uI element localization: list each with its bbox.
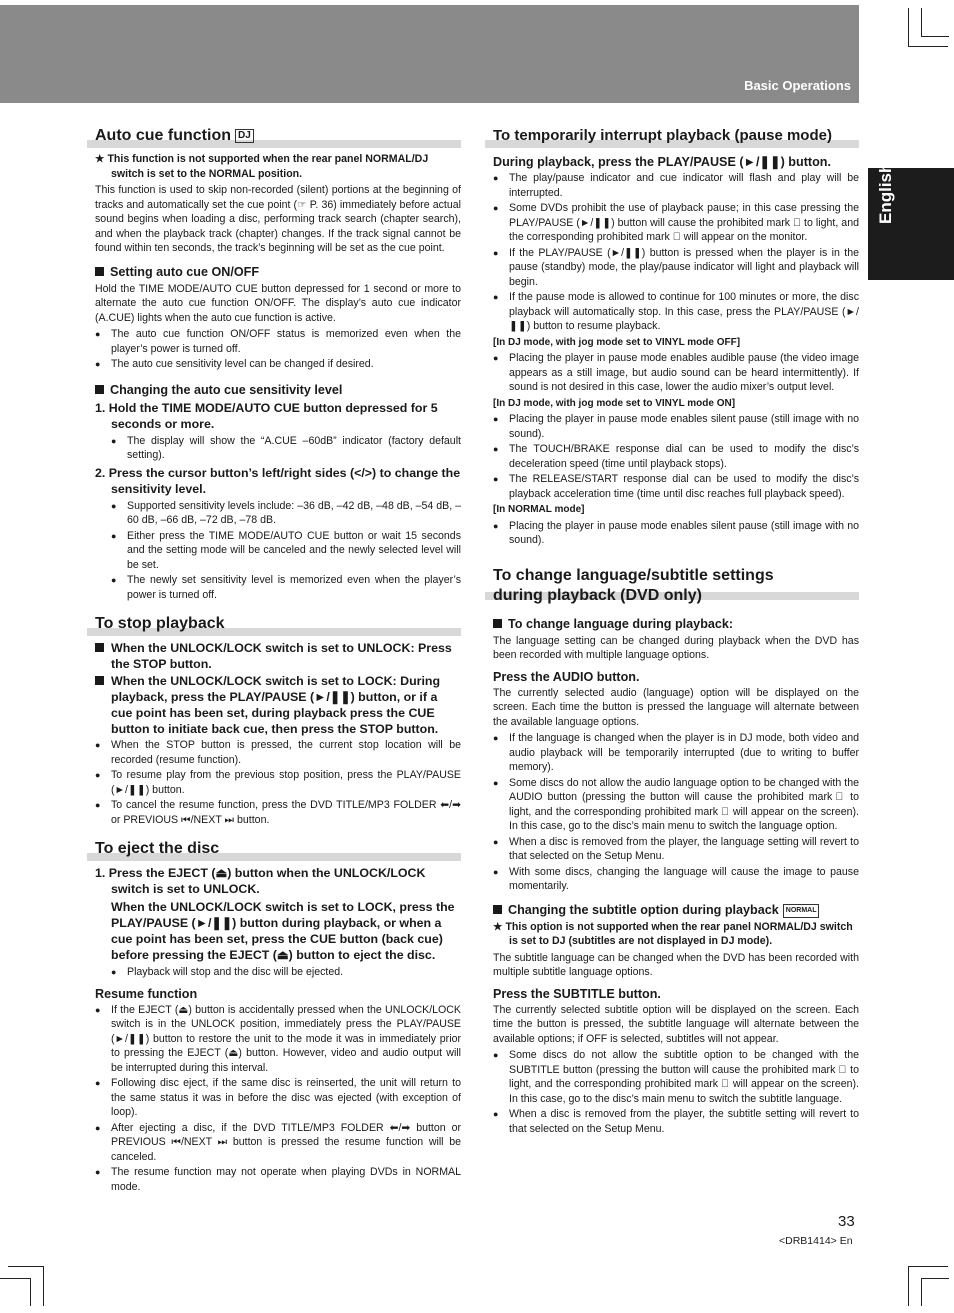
section-title: Basic Operations [744, 78, 851, 93]
normal-mode-badge: NORMAL [783, 904, 820, 918]
stop-unlock-instruction: When the UNLOCK/LOCK switch is set to UNLOCK: Press the STOP button. [95, 640, 461, 672]
change-language-text: The language setting can be changed during playback when the DVD has been recorded with multiple language options. [493, 634, 859, 661]
list-item: ● The auto cue function ON/OFF status is memorized even when the player’s power is turned off. [95, 327, 461, 356]
list-item: ● If the PLAY/PAUSE (►/❚❚) button is pressed when the player is in the pause (standby) mode, the play/pause indicator will light and playback will begin. [493, 246, 859, 290]
left-column [95, 124, 461, 1195]
list-item: ● To cancel the resume function, press the DVD TITLE/MP3 FOLDER ⬅/➡ or PREVIOUS ⏮/NEXT ⏭ button. [95, 798, 461, 827]
pause-mode-heading: To temporarily interrupt playback (pause mode) [485, 124, 859, 148]
list-item: ● The newly set sensitivity level is memorized even when the player’s power is turned off. [111, 573, 461, 602]
crop-mark [921, 36, 949, 37]
dj-mode-badge: DJ [235, 129, 254, 143]
audio-button-heading: Press the AUDIO button. [493, 669, 640, 684]
sensitivity-heading: Changing the auto cue sensitivity level [95, 382, 461, 398]
subtitle-note: ★ This option is not supported when the rear panel NORMAL/DJ switch is set to DJ (subtitles are not displayed in DJ mode). [493, 920, 853, 947]
crop-mark [921, 1278, 949, 1279]
crop-mark [921, 8, 922, 36]
list-item: ● When a disc is removed from the player, the language setting will revert to that selected on the Setup Menu. [493, 835, 859, 864]
sensitivity-step-2: 2. Press the cursor button’s left/right sides (</>) to change the sensitivity level. [95, 465, 461, 496]
list-item: ● Playback will stop and the disc will be ejected. [111, 965, 461, 980]
crop-mark [30, 1278, 31, 1306]
setting-auto-cue-text: Hold the TIME MODE/AUTO CUE button depressed for 1 second or more to alternate the auto cue function ON/OFF. The display’s auto cue indicator (A.CUE) lights when the auto cue function is active. [95, 282, 461, 324]
stop-playback-heading: To stop playback [87, 612, 461, 636]
crop-mark [921, 1278, 922, 1306]
list-item: ● If the EJECT (⏏) button is accidentally pressed when the UNLOCK/LOCK switch is in the UNLOCK position, immediately press the PLAY/PAUSE (►/❚❚) button to restore the unit to the mode it was in immediately prior to pressing the EJECT (⏏) button. However, video and audio output will be interrupted during this interval. [95, 1003, 461, 1076]
normal-mode-heading: [In NORMAL mode] [493, 504, 585, 515]
subtitle-option-heading: Changing the subtitle option during playback NORMAL [493, 902, 859, 918]
auto-cue-intro: This function is used to skip non-recorded (silent) portions at the beginning of tracks and automatically set the cue point (☞ P. 36) immediately before actual sound begins when loading a disc, performing track search (chapter search), and when the playback track (chapter) changes. If the track signal cannot be found within ten seconds, the track’s beginning will be set as the cue point. [95, 184, 461, 254]
language-subtitle-heading: To change language/subtitle settings during playback (DVD only) [485, 564, 859, 608]
crop-mark [908, 8, 909, 46]
eject-disc-heading: To eject the disc [87, 837, 461, 861]
list-item: ● Some DVDs prohibit the use of playback pause; in this case pressing the PLAY/PAUSE (►/❚❚) button will cause the prohibited mark ⃠ to light, and the corresponding prohibited mark ⃠ will appear on the monitor. [493, 201, 859, 245]
list-item: ● Some discs do not allow the audio language option to be changed with the AUDIO button (pressing the button will cause the prohibited mark ⃠ to light, and the corresponding prohibited mark ⃠ will appear on the screen). In this case, go to the disc’s main menu to switch the language option. [493, 776, 859, 834]
list-item: ● The resume function may not operate when playing DVDs in NORMAL mode. [95, 1165, 461, 1194]
list-item: ● Following disc eject, if the same disc is reinserted, the unit will return to the same status it was in before the disc was ejected (with exception of loop). [95, 1076, 461, 1120]
list-item: ● To resume play from the previous stop position, press the PLAY/PAUSE (►/❚❚) button. [95, 768, 461, 797]
list-item: ● If the pause mode is allowed to continue for 100 minutes or more, the disc playback will automatically stop. In this case, press the PLAY/PAUSE (►/❚❚) button to resume playback. [493, 290, 859, 334]
language-tab [868, 162, 954, 280]
crop-mark [8, 1266, 44, 1267]
crop-mark [0, 1278, 30, 1279]
change-language-heading: To change language during playback: [493, 616, 859, 632]
dj-vinyl-on-heading: [In DJ mode, with jog mode set to VINYL mode ON] [493, 397, 736, 409]
eject-step-1-continued: When the UNLOCK/LOCK switch is set to LOCK, press the PLAY/PAUSE (►/❚❚) button during playback, or when a cue point has been set, press the CUE button (back cue) before pressing the EJECT (⏏) button to eject the disc. [111, 900, 455, 962]
subtitle-button-heading: Press the SUBTITLE button. [493, 986, 661, 1001]
language-tab-label: English [876, 162, 895, 224]
crop-mark [43, 1266, 44, 1306]
stop-lock-instruction: When the UNLOCK/LOCK switch is set to LOCK: During playback, press the PLAY/PAUSE (►/❚❚) button, or if a cue point has been set, during playback press the CUE button to initiate back cue, then press the STOP button. [95, 673, 461, 737]
auto-cue-note: ★ This function is not supported when the rear panel NORMAL/DJ switch is set to the NORMAL position. [95, 153, 429, 180]
list-item: ● The RELEASE/START response dial can be used to modify the disc’s playback acceleration time (time until disc reaches full playback speed). [493, 472, 859, 501]
list-item: ● When a disc is removed from the player, the subtitle setting will revert to that selected on the Setup Menu. [493, 1107, 859, 1136]
page-number: 33 [838, 1213, 855, 1230]
list-item: ● Placing the player in pause mode enables silent pause (still image with no sound). [493, 519, 859, 548]
list-item: ● Either press the TIME MODE/AUTO CUE button or wait 15 seconds and the setting mode will be canceled and the newly selected level will be set. [111, 529, 461, 573]
list-item: ● If the language is changed when the player is in DJ mode, both video and audio playback will be temporarily interrupted (due to writing to buffer memory). [493, 731, 859, 775]
sensitivity-step-1: 1. Hold the TIME MODE/AUTO CUE button depressed for 5 seconds or more. [95, 400, 438, 431]
subtitle-text: The subtitle language can be changed when the DVD has been recorded with multiple subtitle language options. [493, 951, 859, 978]
right-column [493, 124, 859, 1137]
list-item: ● The display will show the “A.CUE –60dB” indicator (factory default setting). [111, 434, 461, 463]
subtitle-button-text: The currently selected subtitle option will be displayed on the screen. Each time the button is pressed, the subtitle language will alternate between the available options; if OFF is selected, subtitles will not appear. [493, 1003, 859, 1045]
list-item: ● The play/pause indicator and cue indicator will flash and play will be interrupted. [493, 171, 859, 200]
dj-vinyl-off-heading: [In DJ mode, with jog mode set to VINYL mode OFF] [493, 336, 741, 348]
crop-mark [908, 1266, 909, 1306]
list-item: ● The auto cue sensitivity level can be changed if desired. [95, 357, 461, 372]
list-item: ● Placing the player in pause mode enables audible pause (the video image appears as a still image, but audio sound can be heard intermittently). If sound is not desired in this case, lower the audio mixer’s output level. [493, 351, 859, 395]
audio-button-text: The currently selected audio (language) option will be displayed on the screen. Each time the button is pressed the language will alternate between the available language options. [493, 686, 859, 728]
list-item: ● When the STOP button is pressed, the current stop location will be recorded (resume function). [95, 738, 461, 767]
list-item: ● With some discs, changing the language will cause the image to pause momentarily. [493, 865, 859, 894]
auto-cue-heading: Auto cue function DJ [87, 124, 461, 148]
pause-lead: During playback, press the PLAY/PAUSE (►/❚❚) button. [493, 155, 831, 169]
list-item: ● Placing the player in pause mode enables silent pause (still image with no sound). [493, 412, 859, 441]
crop-mark [908, 46, 948, 47]
list-item: ● Some discs do not allow the subtitle option to be changed with the SUBTITLE button (pressing the button will cause the prohibited mark ⃠ to light, and the corresponding prohibited mark ⃠ will appear on the screen). In this case, go to the disc’s main menu to switch the subtitle language. [493, 1048, 859, 1106]
list-item: ● Supported sensitivity levels include: –36 dB, –42 dB, –48 dB, –54 dB, –60 dB, –66 dB, –72 dB, –78 dB. [111, 499, 461, 528]
setting-auto-cue-heading: Setting auto cue ON/OFF [95, 264, 461, 280]
resume-function-heading: Resume function [95, 986, 198, 1001]
document-code: <DRB1414> En [779, 1235, 853, 1247]
eject-step-1: 1. Press the EJECT (⏏) button when the UNLOCK/LOCK switch is set to UNLOCK. [95, 866, 426, 896]
crop-mark [908, 1266, 948, 1267]
page-header-band [0, 5, 859, 103]
list-item: ● The TOUCH/BRAKE response dial can be used to modify the disc’s deceleration speed (time until playback stops). [493, 442, 859, 471]
list-item: ● After ejecting a disc, if the DVD TITLE/MP3 FOLDER ⬅/➡ button or PREVIOUS ⏮/NEXT ⏭ button is pressed the resume function will be canceled. [95, 1121, 461, 1165]
